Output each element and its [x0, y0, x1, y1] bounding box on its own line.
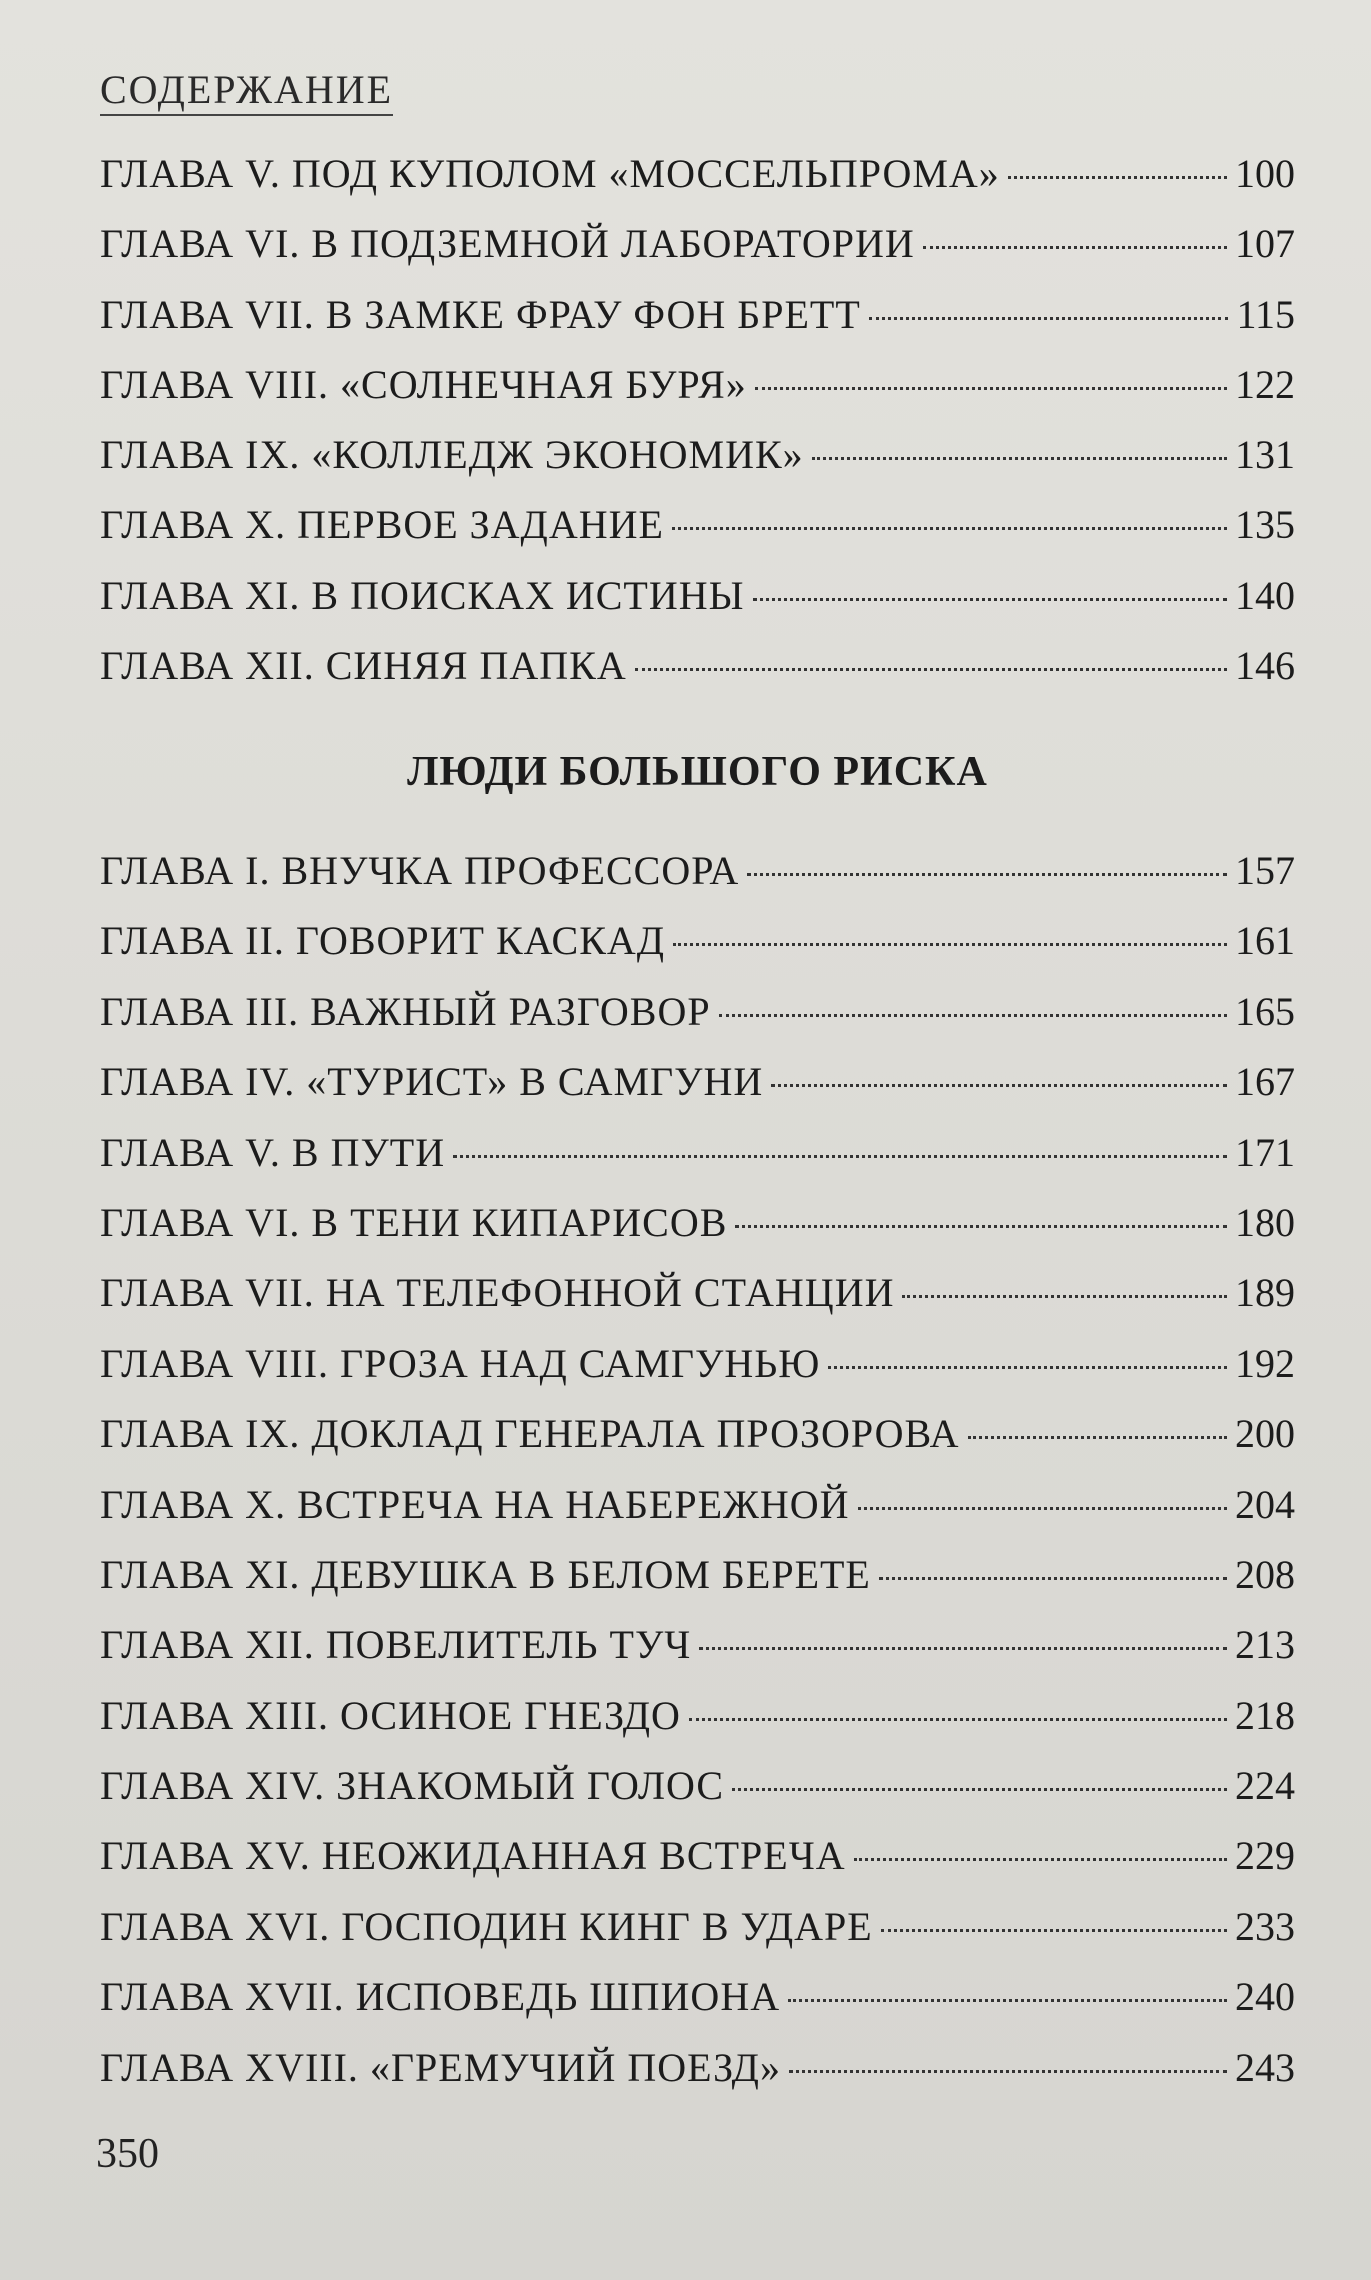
- toc-entry-page: 122: [1235, 361, 1295, 407]
- toc-entry: [100, 291, 1295, 361]
- toc-entry-title: ГЛАВА XV. НЕОЖИДАННАЯ ВСТРЕЧА: [100, 1833, 846, 1879]
- toc-entry: [100, 642, 1295, 712]
- toc-entry-page: 200: [1235, 1411, 1295, 1457]
- toc-entry: [100, 1692, 1295, 1762]
- toc-entry: [100, 1481, 1295, 1551]
- dot-leader: [689, 1718, 1227, 1721]
- dot-leader: [673, 943, 1227, 946]
- toc-entry-page: 180: [1235, 1199, 1295, 1245]
- toc-entry-page: 233: [1235, 1903, 1295, 1949]
- dot-leader: [828, 1366, 1227, 1369]
- toc-entry: [100, 1903, 1295, 1973]
- toc-entry-page: 161: [1235, 918, 1295, 964]
- toc-entry: [100, 431, 1295, 501]
- toc-entry-title: ГЛАВА XIII. ОСИНОЕ ГНЕЗДО: [100, 1692, 681, 1738]
- dot-leader: [719, 1014, 1227, 1017]
- dot-leader: [902, 1295, 1227, 1298]
- toc-entry: [100, 1762, 1295, 1832]
- dot-leader: [812, 457, 1227, 460]
- toc-entry-title: ГЛАВА X. ПЕРВОЕ ЗАДАНИЕ: [100, 502, 664, 548]
- toc-entry: [100, 1129, 1295, 1199]
- dot-leader: [968, 1436, 1227, 1439]
- toc-entry-title: ГЛАВА IX. «КОЛЛЕДЖ ЭКОНОМИК»: [100, 432, 804, 478]
- toc-entry-page: 115: [1236, 291, 1295, 337]
- toc-entry: [100, 361, 1295, 431]
- toc-entry-page: 171: [1235, 1129, 1295, 1175]
- toc-list-part1: [100, 150, 1295, 712]
- toc-entry-title: ГЛАВА V. В ПУТИ: [100, 1129, 446, 1175]
- dot-leader: [869, 317, 1229, 320]
- toc-entry-title: ГЛАВА XI. В ПОИСКАХ ИСТИНЫ: [100, 572, 745, 618]
- toc-entry-title: ГЛАВА VIII. ГРОЗА НАД САМГУНЬЮ: [100, 1340, 821, 1386]
- toc-entry-title: ГЛАВА I. ВНУЧКА ПРОФЕССОРА: [100, 848, 740, 893]
- toc-entry-page: 224: [1235, 1763, 1295, 1809]
- dot-leader: [635, 668, 1227, 671]
- toc-entry-title: ГЛАВА V. ПОД КУПОЛОМ «МОССЕЛЬПРОМА»: [100, 151, 1000, 196]
- toc-entry: [100, 1269, 1295, 1339]
- dot-leader: [453, 1155, 1227, 1158]
- dot-leader: [788, 1999, 1227, 2002]
- dot-leader: [753, 598, 1227, 601]
- toc-entry-page: 131: [1235, 432, 1295, 478]
- toc-entry-title: ГЛАВА VIII. «СОЛНЕЧНАЯ БУРЯ»: [100, 361, 747, 407]
- toc-entry-page: 165: [1235, 988, 1295, 1034]
- dot-leader: [755, 387, 1227, 390]
- dot-leader: [879, 1577, 1227, 1580]
- toc-entry: [100, 501, 1295, 571]
- toc-entry: [100, 1621, 1295, 1691]
- toc-entry: [100, 150, 1295, 220]
- toc-entry-title: ГЛАВА VII. НА ТЕЛЕФОННОЙ СТАНЦИИ: [100, 1270, 895, 1316]
- dot-leader: [771, 1084, 1227, 1087]
- section-heading: ЛЮДИ БОЛЬШОГО РИСКА: [407, 749, 988, 795]
- toc-entry: [100, 220, 1295, 290]
- dot-leader: [881, 1929, 1227, 1932]
- toc-entry-title: ГЛАВА XVII. ИСПОВЕДЬ ШПИОНА: [100, 1974, 781, 2020]
- toc-entry: [100, 1551, 1295, 1621]
- dot-leader: [923, 246, 1227, 249]
- toc-entry: [100, 2044, 1295, 2114]
- toc-entry: [100, 1410, 1295, 1480]
- toc-entry-page: 135: [1235, 502, 1295, 548]
- toc-entry: [100, 1832, 1295, 1902]
- toc-entry-page: 229: [1235, 1833, 1295, 1879]
- toc-entry-page: 157: [1235, 848, 1295, 893]
- dot-leader: [735, 1225, 1227, 1228]
- toc-entry-page: 189: [1235, 1270, 1295, 1316]
- toc-entry-page: 167: [1235, 1059, 1295, 1105]
- toc-entry-page: 204: [1235, 1481, 1295, 1527]
- toc-entry: [100, 847, 1295, 917]
- running-head: СОДЕРЖАНИЕ: [100, 68, 393, 116]
- dot-leader: [789, 2070, 1227, 2073]
- toc-entry-page: 213: [1235, 1622, 1295, 1668]
- toc-entry: [100, 1973, 1295, 2043]
- dot-leader: [672, 527, 1227, 530]
- toc-entry-title: ГЛАВА XII. СИНЯЯ ПАПКА: [100, 643, 627, 689]
- toc-entry-page: 107: [1235, 221, 1295, 267]
- toc-entry: [100, 1058, 1295, 1128]
- toc-entry-title: ГЛАВА XVIII. «ГРЕМУЧИЙ ПОЕЗД»: [100, 2044, 781, 2090]
- toc-entry: [100, 917, 1295, 987]
- toc-entry-page: 208: [1235, 1551, 1295, 1597]
- toc-entry-page: 218: [1235, 1692, 1295, 1738]
- dot-leader: [1008, 176, 1227, 179]
- toc-entry: [100, 572, 1295, 642]
- toc-entry-page: 146: [1235, 643, 1295, 689]
- toc-entry-title: ГЛАВА XII. ПОВЕЛИТЕЛЬ ТУЧ: [100, 1622, 692, 1668]
- toc-entry: [100, 988, 1295, 1058]
- dot-leader: [854, 1858, 1227, 1861]
- toc-list-part2: [100, 847, 1295, 2114]
- dot-leader: [699, 1647, 1227, 1650]
- toc-entry-title: ГЛАВА XVI. ГОСПОДИН КИНГ В УДАРЕ: [100, 1903, 873, 1949]
- toc-entry-page: 100: [1235, 151, 1295, 196]
- dot-leader: [732, 1788, 1227, 1791]
- toc-entry-title: ГЛАВА X. ВСТРЕЧА НА НАБЕРЕЖНОЙ: [100, 1481, 850, 1527]
- toc-entry-title: ГЛАВА VI. В ПОДЗЕМНОЙ ЛАБОРАТОРИИ: [100, 221, 915, 267]
- dot-leader: [747, 873, 1227, 876]
- toc-entry-title: ГЛАВА IX. ДОКЛАД ГЕНЕРАЛА ПРОЗОРОВА: [100, 1411, 960, 1457]
- toc-entry-page: 140: [1235, 572, 1295, 618]
- toc-entry-title: ГЛАВА XI. ДЕВУШКА В БЕЛОМ БЕРЕТЕ: [100, 1551, 871, 1597]
- dot-leader: [858, 1507, 1227, 1510]
- toc-entry-title: ГЛАВА III. ВАЖНЫЙ РАЗГОВОР: [100, 988, 711, 1034]
- toc-entry-title: ГЛАВА XIV. ЗНАКОМЫЙ ГОЛОС: [100, 1763, 725, 1809]
- toc-entry-title: ГЛАВА IV. «ТУРИСТ» В САМГУНИ: [100, 1059, 764, 1105]
- toc-entry-title: ГЛАВА VI. В ТЕНИ КИПАРИСОВ: [100, 1199, 728, 1245]
- toc-entry-page: 243: [1235, 2044, 1295, 2090]
- toc-entry-title: ГЛАВА II. ГОВОРИТ КАСКАД: [100, 918, 666, 964]
- toc-entry: [100, 1340, 1295, 1410]
- toc-entry-page: 192: [1235, 1340, 1295, 1386]
- toc-entry-title: ГЛАВА VII. В ЗАМКЕ ФРАУ ФОН БРЕТТ: [100, 291, 861, 337]
- toc-entry-page: 240: [1235, 1974, 1295, 2020]
- page-number: 350: [96, 2131, 159, 2177]
- toc-entry: [100, 1199, 1295, 1269]
